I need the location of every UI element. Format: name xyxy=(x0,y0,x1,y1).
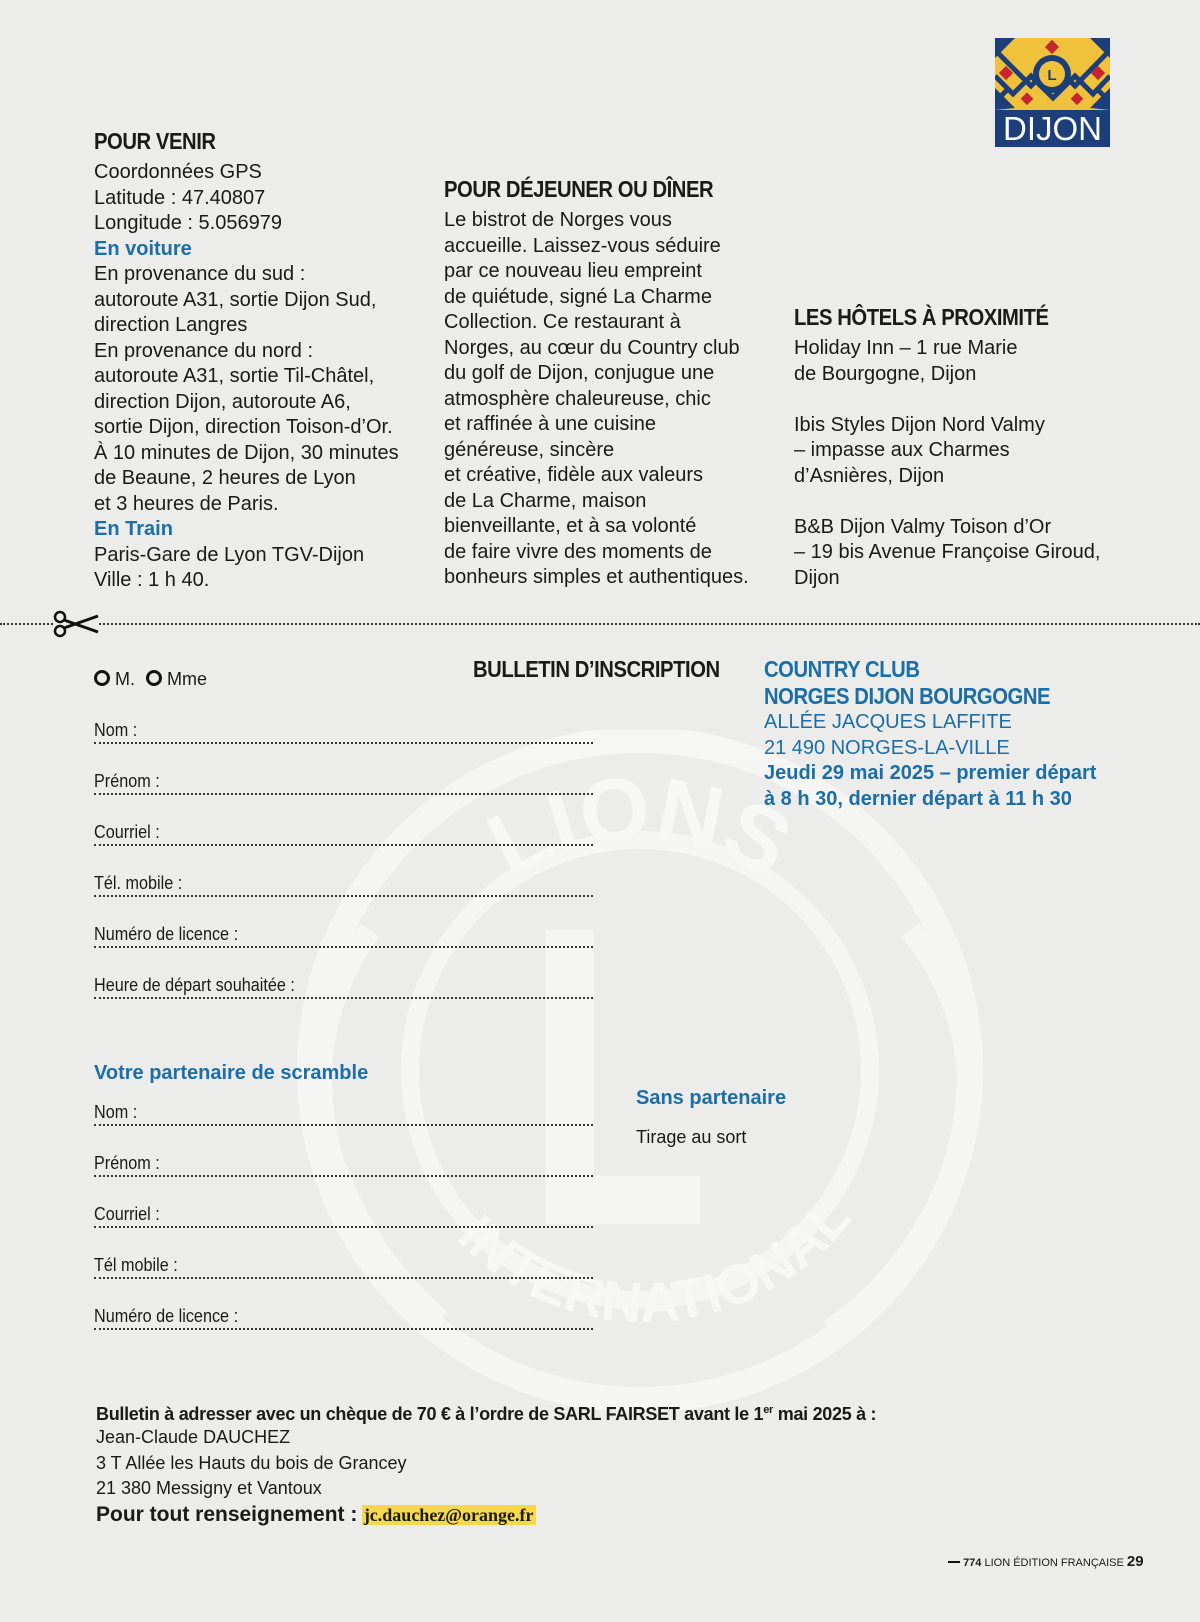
train-line: Ville : 1 h 40. xyxy=(94,569,210,591)
field-label: Nom : xyxy=(94,720,138,740)
hotel-spacer xyxy=(794,387,1100,413)
hotel-line: Dijon xyxy=(794,566,840,589)
hotel-line: Ibis Styles Dijon Nord Valmy xyxy=(794,413,1045,436)
dejeuner-line: atmosphère chaleureuse, chic xyxy=(444,387,711,410)
pour-venir-section xyxy=(94,128,399,594)
page-number: 29 xyxy=(1126,1553,1144,1570)
dejeuner-line: par ce nouveau lieu empreint xyxy=(444,260,702,282)
courriel-field[interactable] xyxy=(94,822,593,846)
train-line: Paris-Gare de Lyon TGV-Dijon xyxy=(94,543,365,566)
hotel-line: d’Asnières, Dijon xyxy=(794,464,945,487)
partner-prenom-field[interactable] xyxy=(94,1153,593,1177)
mailing-instructions xyxy=(96,1404,876,1527)
hotels-text xyxy=(794,336,1100,591)
venue-address-line2: 21 490 NORGES-LA-VILLE xyxy=(764,736,1010,759)
hotel-line: – impasse aux Charmes xyxy=(794,439,1010,461)
no-partner-title: Sans partenaire xyxy=(636,1087,787,1109)
hotel-line: Holiday Inn – 1 rue Marie xyxy=(794,337,1018,359)
address-line: Jean-Claude DAUCHEZ xyxy=(96,1427,291,1447)
gps-line: Coordonnées GPS xyxy=(94,161,262,183)
hotels-section xyxy=(794,304,1100,591)
dejeuner-line: bienveillante, et à sa volonté xyxy=(444,515,697,537)
partner-tel-field[interactable] xyxy=(94,1255,593,1279)
address-line: 21 380 Messigny et Vantoux xyxy=(96,1478,322,1498)
voiture-line: autoroute A31, sortie Til-Châtel, xyxy=(94,365,375,387)
watermark-top-text: LIONS xyxy=(472,758,807,897)
partner-title: Votre partenaire de scramble xyxy=(94,1062,369,1084)
dejeuner-line: accueille. Laissez-vous séduire xyxy=(444,234,721,257)
dejeuner-section xyxy=(444,176,750,591)
dejeuner-text xyxy=(444,208,750,591)
licence-field[interactable] xyxy=(94,924,593,948)
hotels-title: LES HÔTELS À PROXIMITÉ xyxy=(794,304,1049,330)
issue-number: 774 xyxy=(963,1557,982,1569)
info-label: Pour tout renseignement : xyxy=(96,1502,358,1526)
nom-field[interactable] xyxy=(94,720,593,744)
civility-m-radio[interactable] xyxy=(94,669,140,689)
field-label: Numéro de licence : xyxy=(94,1306,239,1326)
dejeuner-line: du golf de Dijon, conjugue une xyxy=(444,362,715,384)
instruction-post: mai 2025 à : xyxy=(773,1404,877,1424)
scissors-icon xyxy=(52,610,100,638)
prenom-field[interactable] xyxy=(94,771,593,795)
partner-licence-field[interactable] xyxy=(94,1306,593,1330)
hotel-line: B&B Dijon Valmy Toison d’Or xyxy=(794,515,1052,538)
voiture-line: autoroute A31, sortie Dijon Sud, xyxy=(94,288,377,311)
magazine-name: LION ÉDITION FRANÇAISE xyxy=(984,1557,1124,1569)
voiture-line: direction Langres xyxy=(94,314,248,336)
dejeuner-line: Collection. Ce restaurant à xyxy=(444,311,681,333)
dijon-logo xyxy=(995,38,1110,147)
voiture-line: À 10 minutes de Dijon, 30 minutes xyxy=(94,441,399,464)
voiture-line: et 3 heures de Paris. xyxy=(94,492,279,515)
voiture-line: En provenance du nord : xyxy=(94,339,314,362)
hotel-line: – 19 bis Avenue Françoise Giroud, xyxy=(794,541,1101,563)
field-label: Tél. mobile : xyxy=(94,873,183,893)
dejeuner-line: et créative, fidèle aux valeurs xyxy=(444,464,704,486)
dejeuner-line: de faire vivre des moments de xyxy=(444,540,712,563)
venue-date-line1: Jeudi 29 mai 2025 – premier départ xyxy=(764,762,1097,784)
voiture-line: de Beaune, 2 heures de Lyon xyxy=(94,467,356,489)
instruction-pre: Bulletin à adresser avec un chèque de 70 € à l’ordre de SARL FAIRSET avant le 1 xyxy=(96,1404,764,1424)
venue-name-line2: NORGES DIJON BOURGOGNE xyxy=(764,683,1051,709)
radio-circle-icon[interactable] xyxy=(94,670,110,686)
venue-address-line1: ALLÉE JACQUES LAFFITE xyxy=(764,711,1012,733)
footer-dash xyxy=(948,1561,960,1563)
venue-name-line1: COUNTRY CLUB xyxy=(764,656,920,682)
page-footer xyxy=(948,1553,1144,1570)
field-label: Courriel : xyxy=(94,822,160,842)
venue-block xyxy=(764,656,1096,812)
heure-depart-field[interactable] xyxy=(94,975,593,999)
field-label: Prénom : xyxy=(94,1153,160,1173)
field-label: Nom : xyxy=(94,1102,138,1122)
pour-venir-title: POUR VENIR xyxy=(94,128,216,154)
logo-text: DIJON xyxy=(1003,110,1102,147)
gps-block xyxy=(94,160,399,594)
voiture-title: En voiture xyxy=(94,237,192,260)
bulletin-title: BULLETIN D’INSCRIPTION xyxy=(473,656,720,682)
info-email-link[interactable]: jc.dauchez@orange.fr xyxy=(363,1504,534,1525)
gps-line: Latitude : 47.40807 xyxy=(94,186,266,209)
field-label: Prénom : xyxy=(94,771,160,791)
civility-choice xyxy=(94,669,207,690)
info-line xyxy=(96,1503,876,1527)
tel-mobile-field[interactable] xyxy=(94,873,593,897)
gps-line: Longitude : 5.056979 xyxy=(94,212,282,234)
voiture-line: En provenance du sud : xyxy=(94,263,306,285)
field-label: Tél mobile : xyxy=(94,1255,178,1275)
instruction-text xyxy=(96,1404,876,1425)
civility-m-label: M. xyxy=(115,669,136,689)
field-label: Heure de départ souhaitée : xyxy=(94,975,295,995)
address-line: 3 T Allée les Hauts du bois de Grancey xyxy=(96,1452,407,1473)
hotel-line: de Bourgogne, Dijon xyxy=(794,362,977,385)
cut-line xyxy=(0,623,1200,625)
dejeuner-title: POUR DÉJEUNER OU DÎNER xyxy=(444,176,714,202)
dejeuner-line: généreuse, sincère xyxy=(444,438,615,461)
radio-circle-icon[interactable] xyxy=(146,670,162,686)
field-label: Numéro de licence : xyxy=(94,924,239,944)
hotel-spacer xyxy=(794,489,1100,515)
field-label: Courriel : xyxy=(94,1204,160,1224)
svg-text:L: L xyxy=(1047,67,1057,84)
venue-date-line2: à 8 h 30, dernier départ à 11 h 30 xyxy=(764,787,1072,810)
dejeuner-line: de quiétude, signé La Charme xyxy=(444,285,712,308)
instruction-sup: er xyxy=(763,1404,774,1416)
dejeuner-line: de La Charme, maison xyxy=(444,489,647,512)
dejeuner-line: Norges, au cœur du Country club xyxy=(444,336,740,359)
train-title: En Train xyxy=(94,518,173,540)
civility-mme-radio[interactable] xyxy=(146,669,207,689)
partner-nom-field[interactable] xyxy=(94,1102,593,1126)
partner-courriel-field[interactable] xyxy=(94,1204,593,1228)
watermark-bottom-text: INTERNATIONAL xyxy=(446,1185,863,1335)
voiture-line: direction Dijon, autoroute A6, xyxy=(94,390,351,413)
no-partner-text: Tirage au sort xyxy=(636,1127,747,1147)
civility-mme-label: Mme xyxy=(167,669,208,689)
dejeuner-line: bonheurs simples et authentiques. xyxy=(444,566,749,588)
dejeuner-line: Le bistrot de Norges vous xyxy=(444,209,672,231)
dijon-crest-icon xyxy=(995,38,1110,147)
voiture-line: sortie Dijon, direction Toison-d’Or. xyxy=(94,416,393,438)
dejeuner-line: et raffinée à une cuisine xyxy=(444,413,657,435)
